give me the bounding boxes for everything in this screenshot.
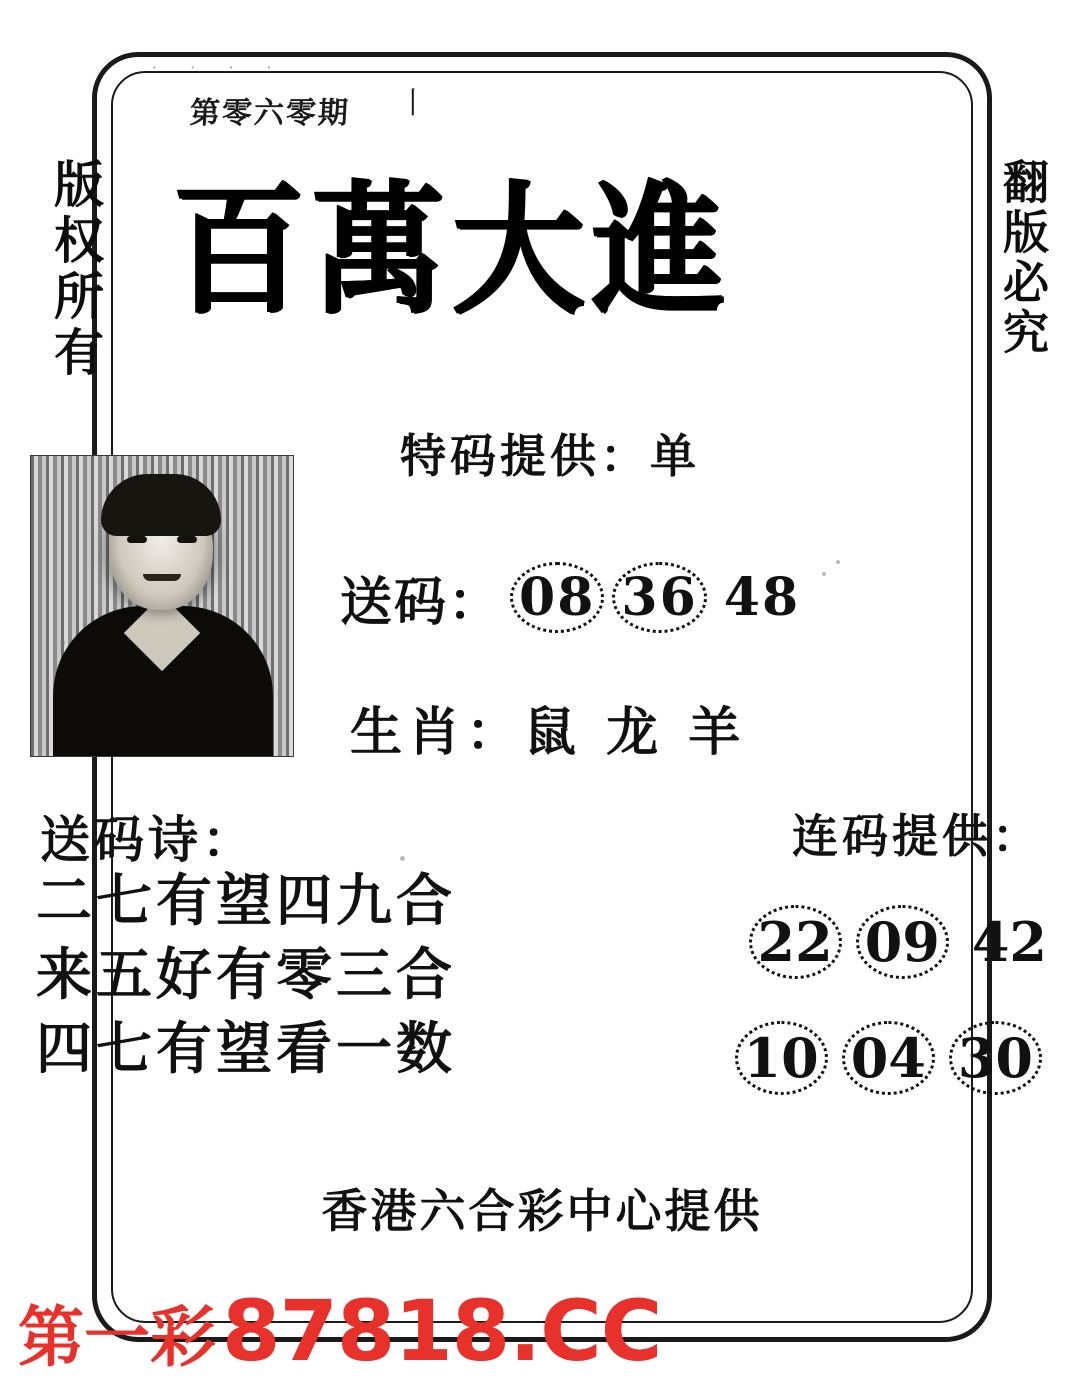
lianma-title: 连码提供： xyxy=(792,809,1042,863)
scan-speck xyxy=(836,560,840,564)
poem-title: 送码诗： xyxy=(40,810,256,869)
poem-line: 来五好有零三合 xyxy=(36,941,456,1008)
copyright-right: 翻版必究 xyxy=(996,158,1050,358)
lianma-ball: 10 xyxy=(735,1021,828,1095)
lianma-row xyxy=(676,905,1056,979)
lianma-ball: 30 xyxy=(949,1021,1042,1095)
send-codes-label: 送码： xyxy=(340,572,503,633)
poem-block xyxy=(36,865,456,1087)
zodiac-values: 鼠 龙 羊 xyxy=(524,702,747,763)
footer-source: 香港六合彩中心提供 xyxy=(321,1184,763,1238)
send-code-ball: 08 xyxy=(510,562,604,633)
lianma-ball: 04 xyxy=(842,1021,935,1095)
lianma-rows xyxy=(676,905,1056,1095)
send-code-ball: 36 xyxy=(612,562,706,633)
send-code-ball: 48 xyxy=(723,567,801,628)
scan-dots: · · · · xyxy=(152,58,286,77)
watermark-site: 87818.CC xyxy=(222,1282,662,1380)
portrait-photo xyxy=(30,455,294,757)
issue-label: 第零六零期 xyxy=(188,96,351,131)
lianma-row xyxy=(676,1021,1056,1095)
page-title: 百萬大進 xyxy=(172,166,732,335)
scan-speck xyxy=(822,572,826,576)
watermark xyxy=(18,1282,661,1380)
lianma-ball: 42 xyxy=(971,910,1047,974)
poem-line: 二七有望四九合 xyxy=(36,868,456,934)
send-codes-row xyxy=(340,560,809,635)
lianma-ball: 09 xyxy=(856,905,949,979)
copyright-left: 版权所有 xyxy=(46,158,105,382)
scan-speck xyxy=(400,856,405,861)
portrait-mouth xyxy=(143,574,181,581)
zodiac-row xyxy=(350,690,746,765)
poem-line: 四七有望看一数 xyxy=(36,1015,456,1082)
zodiac-label: 生肖： xyxy=(350,702,525,763)
scan-speck xyxy=(60,640,65,645)
lianma-ball: 22 xyxy=(749,905,842,979)
portrait-eyes xyxy=(127,536,197,544)
watermark-brand: 第一彩 xyxy=(18,1299,216,1376)
portrait-hair xyxy=(101,474,221,536)
special-code-line: 特码提供：单 xyxy=(400,429,700,483)
issue-mark: 丨 xyxy=(398,86,428,121)
